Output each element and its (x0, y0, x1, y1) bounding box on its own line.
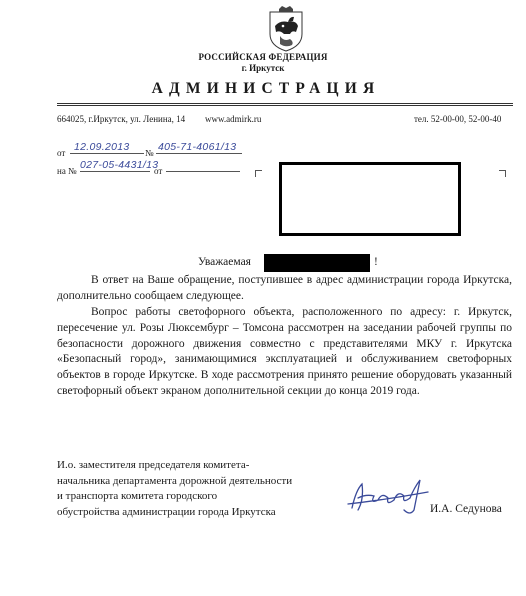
body-paragraph-1: В ответ на Ваше обращение, поступившее в адрес администрации города Иркутска, дополнительно сообщаем следующее. (57, 274, 512, 302)
signatory-title (57, 458, 327, 520)
addressee-corner-right (499, 170, 506, 177)
reference-label: на № (57, 166, 77, 176)
coat-of-arms-emblem (266, 6, 306, 52)
outgoing-date: 12.09.2013 (74, 141, 130, 153)
signatory-title-line-2: начальника департамента дорожной деятельности (57, 474, 293, 487)
website: www.admirk.ru (205, 114, 262, 124)
signer-name: И.А. Седунова (430, 503, 502, 515)
signatory-title-line-1: И.о. заместителя председателя комитета- (57, 459, 250, 471)
greeting-exclamation: ! (374, 256, 378, 268)
signatory-title-line-3: и транспорта комитета городского (57, 490, 218, 503)
signatory-title-line-4: обустройства администрации города Иркутска (57, 505, 276, 518)
phone: тел. 52-00-00, 52-00-40 (414, 114, 502, 124)
number-label: № (145, 148, 154, 158)
addressee-corner-left (255, 170, 262, 177)
country-name: РОССИЙСКАЯ ФЕДЕРАЦИЯ (198, 52, 328, 62)
organization-title: АДМИНИСТРАЦИЯ (151, 80, 381, 97)
header-divider-secondary (57, 105, 513, 106)
reference-number: 027-05-4431/13 (80, 159, 159, 171)
city-name: г. Иркутск (241, 63, 285, 73)
date-label: от (57, 148, 66, 158)
reference-date-label: от (154, 166, 163, 176)
body-paragraph-2: Вопрос работы светофорного объекта, расположенного по адресу: г. Иркутск, пересечение ул. Розы Люксембург – Томсона рассмотрен на заседании рабочей группы по безопасности дорожного движения совместно с представителями МКУ г. Иркутска «Безопасный город», занимающимися эксплуатацией и обслуживанием светофорных объектов в городе Иркутске. В ходе рассмотрения принято решение оборудовать указанный светофорный объект экраном дополнительной секции до конца 2019 года. (57, 306, 512, 397)
outgoing-number: 405-71-4061/13 (158, 141, 237, 153)
address: 664025, г.Иркутск, ул. Ленина, 14 (57, 114, 186, 124)
handwritten-signature (344, 470, 436, 518)
redacted-addressee-block (279, 162, 461, 236)
redacted-name (264, 254, 370, 272)
reference-date-underline (166, 161, 240, 172)
greeting: Уважаемая (198, 256, 251, 268)
header-divider (57, 103, 513, 104)
